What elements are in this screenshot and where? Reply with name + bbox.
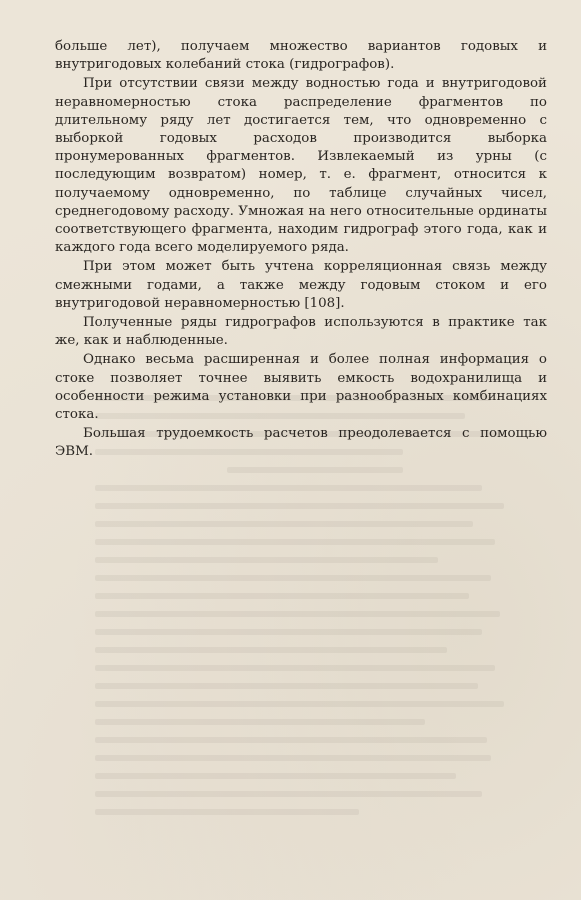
paragraph-6: Большая трудоемкость расчетов преодолевается с помощью ЭВМ. bbox=[55, 426, 547, 460]
paragraph-5: Однако весьма расширенная и более полная информация о стоке позволяет точнее выявить емкость водохранилища и особенности режима установки при разнообразных комбинациях стока. bbox=[55, 352, 547, 423]
body-text bbox=[55, 38, 547, 462]
bleed-through-text bbox=[95, 395, 535, 865]
paragraph-3: При этом может быть учтена корреляционная связь между смежными годами, а также между годовым стоком и его внутригодовой неравномерностью [108]. bbox=[55, 259, 547, 311]
paragraph-4: Полученные ряды гидрографов используются в практике так же, как и наблюденные. bbox=[55, 315, 547, 349]
paragraph-1: больше лет), получаем множество вариантов годовых и внутригодовых колебаний стока (гидрографов). bbox=[55, 39, 547, 73]
paragraph-2: При отсутствии связи между водностью года и внутригодовой неравномерностью стока распределение фрагментов по длительному ряду лет достигается тем, что одновременно с выборкой годовых расходов производится выборка пронумерованных фрагментов. Извлекаемый из урны (с последующим возвратом) номер, т. е. фрагмент, относится к получаемому одновременно, по таблице случайных чисел, среднегодовому расходу. Умножая на него относительные ординаты соответствующего фрагмента, находим гидрограф этого года, как и каждого года всего моделируемого ряда. bbox=[55, 76, 547, 256]
